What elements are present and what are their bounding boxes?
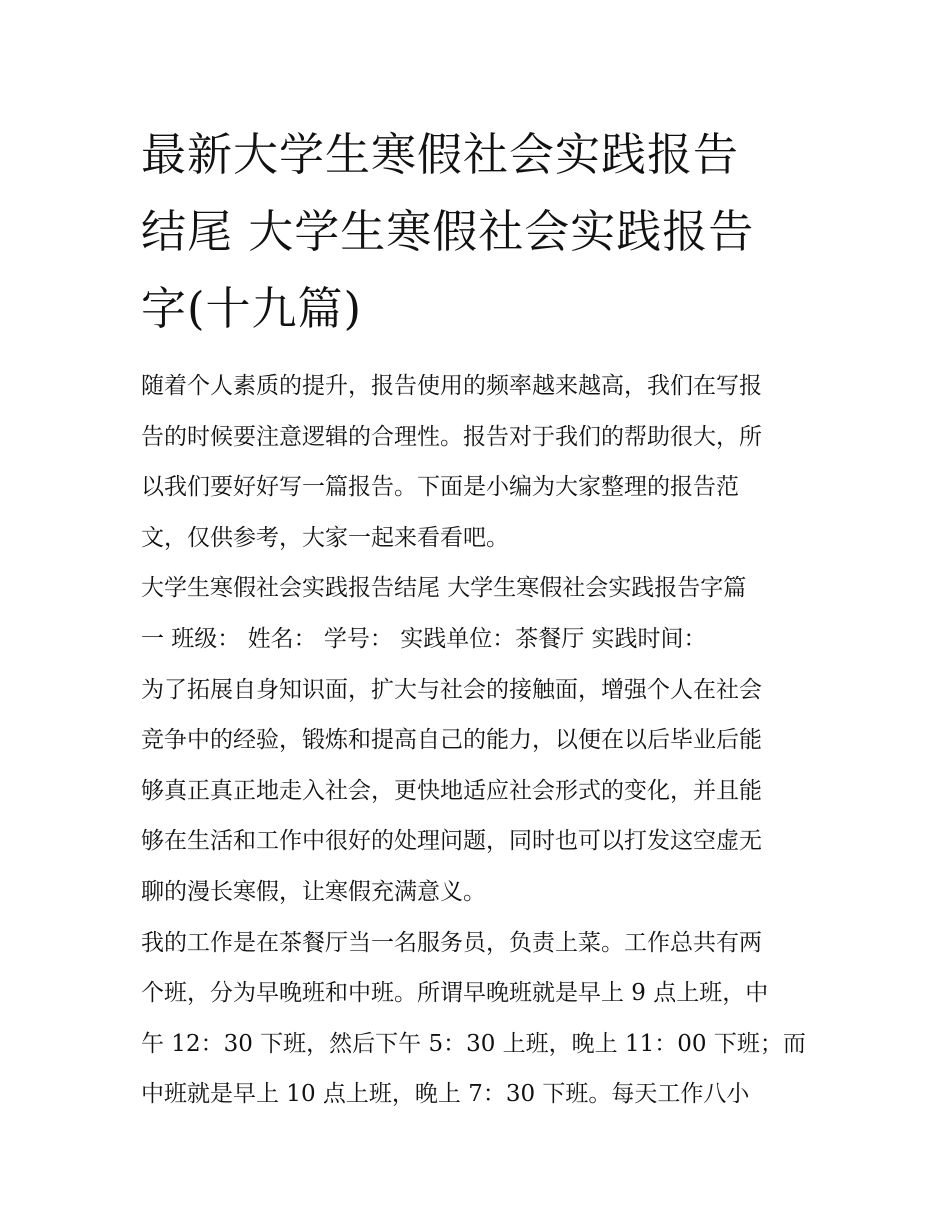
text-line: 我的工作是在茶餐厅当一名服务员，负责上菜。工作总共有两 (141, 929, 762, 956)
title-line: 字(十九篇) (141, 282, 363, 335)
text-line: 个班，分为早晚班和中班。所谓早晚班就是早上 9 点上班，中 (141, 980, 769, 1007)
paragraph-intro (141, 361, 821, 563)
text-line: 中班就是早上 10 点上班，晚上 7：30 下班。每天工作八小 (141, 1081, 750, 1108)
text-line: 竞争中的经验，锻炼和提高自己的能力，以便在以后毕业后能 (141, 727, 762, 754)
document-page (141, 116, 821, 1120)
paragraph-work (141, 918, 821, 1120)
title-line: 最新大学生寒假社会实践报告 (141, 128, 740, 181)
text-line: 够在生活和工作中很好的处理问题，同时也可以打发这空虚无 (141, 828, 762, 855)
text-line: 大学生寒假社会实践报告结尾 大学生寒假社会实践报告字篇 (141, 575, 747, 602)
text-line: 随着个人素质的提升，报告使用的频率越来越高，我们在写报 (141, 373, 762, 399)
text-line: 文，仅供参考，大家一起来看看吧。 (141, 524, 509, 551)
text-line: 聊的漫长寒假，让寒假充满意义。 (141, 878, 486, 905)
paragraph-purpose (141, 665, 821, 918)
text-line: 以我们要好好写一篇报告。下面是小编为大家整理的报告范 (141, 474, 739, 501)
title-line: 结尾 大学生寒假社会实践报告 (141, 205, 755, 258)
document-body (141, 361, 821, 1120)
text-line: 够真正真正地走入社会，更快地适应社会形式的变化，并且能 (141, 777, 762, 804)
text-line: 为了拓展自身知识面，扩大与社会的接触面，增强个人在社会 (141, 676, 762, 703)
text-line: 午 12：30 下班，然后下午 5：30 上班，晚上 11：00 下班；而 (141, 1030, 806, 1057)
text-line: 告的时候要注意逻辑的合理性。报告对于我们的帮助很大，所 (141, 423, 762, 450)
document-title (141, 116, 821, 347)
text-line: 一 班级： 姓名： 学号： 实践单位：茶餐厅 实践时间： (141, 625, 707, 652)
paragraph-section-heading (141, 563, 821, 664)
